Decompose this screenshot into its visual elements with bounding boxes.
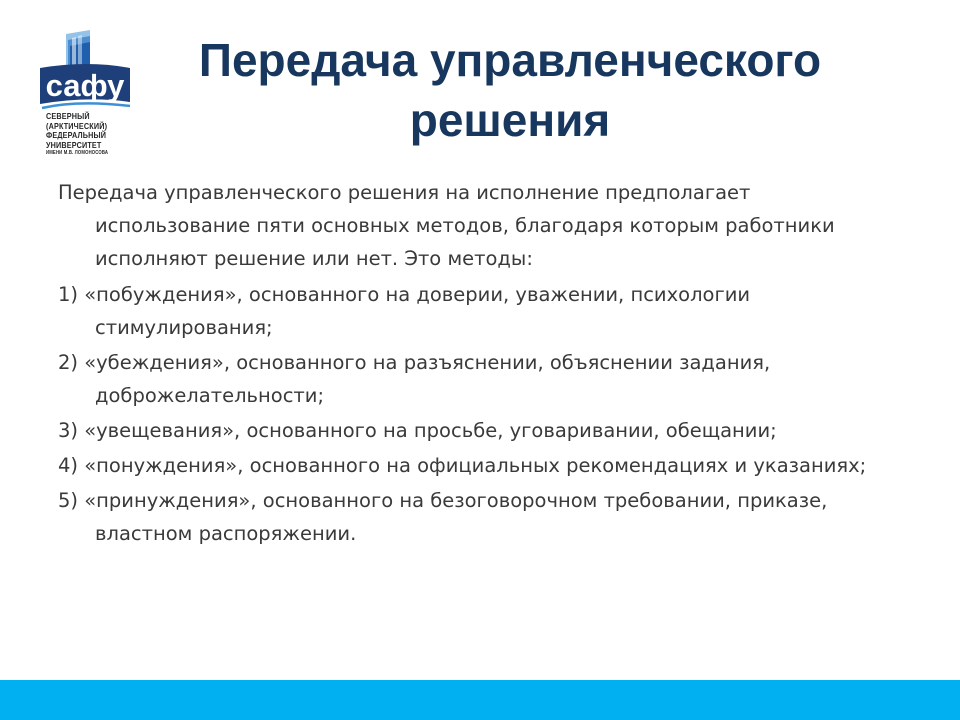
footer-bar [0,680,960,720]
method-item: 5) «принуждения», основанного на безоговорочном требовании, приказе, властном распоряжении. [58,489,828,545]
logo-caption-line: СЕВЕРНЫЙ [46,111,90,121]
method-item: 3) «увещевания», основанного на просьбе, уговаривании, обещании; [58,419,777,442]
slide-title [130,30,890,150]
logo-caption-line: ФЕДЕРАЛЬНЫЙ [46,130,107,140]
logo-caption-line: УНИВЕРСИТЕТ [46,139,102,150]
slide-title-line-1: Передача управленческого [198,34,822,86]
method-item: 2) «убеждения», основанного на разъяснении, объяснении задания, доброжелательности; [58,351,771,407]
logo-caption-small: ИМЕНИ М.В. ЛОМОНОСОВА [46,150,109,156]
slide-body [58,176,868,552]
university-logo [38,30,138,180]
logo-wordmark: сафу [45,68,125,103]
slide-title-line-2: решения [409,94,611,146]
book-logo-icon [38,30,138,115]
logo-caption [46,112,123,157]
method-item: 1) «побуждения», основанного на доверии, уважении, психологии стимулирования; [58,283,751,339]
method-item: 4) «понуждения», основанного на официальных рекомендациях и указаниях; [58,454,867,477]
logo-caption-line: (АРКТИЧЕСКИЙ) [46,120,108,131]
intro-paragraph: Передача управленческого решения на исполнение предполагает использование пяти основных методов, благодаря которым работники исполняют решение или нет. Это методы: [58,181,835,270]
